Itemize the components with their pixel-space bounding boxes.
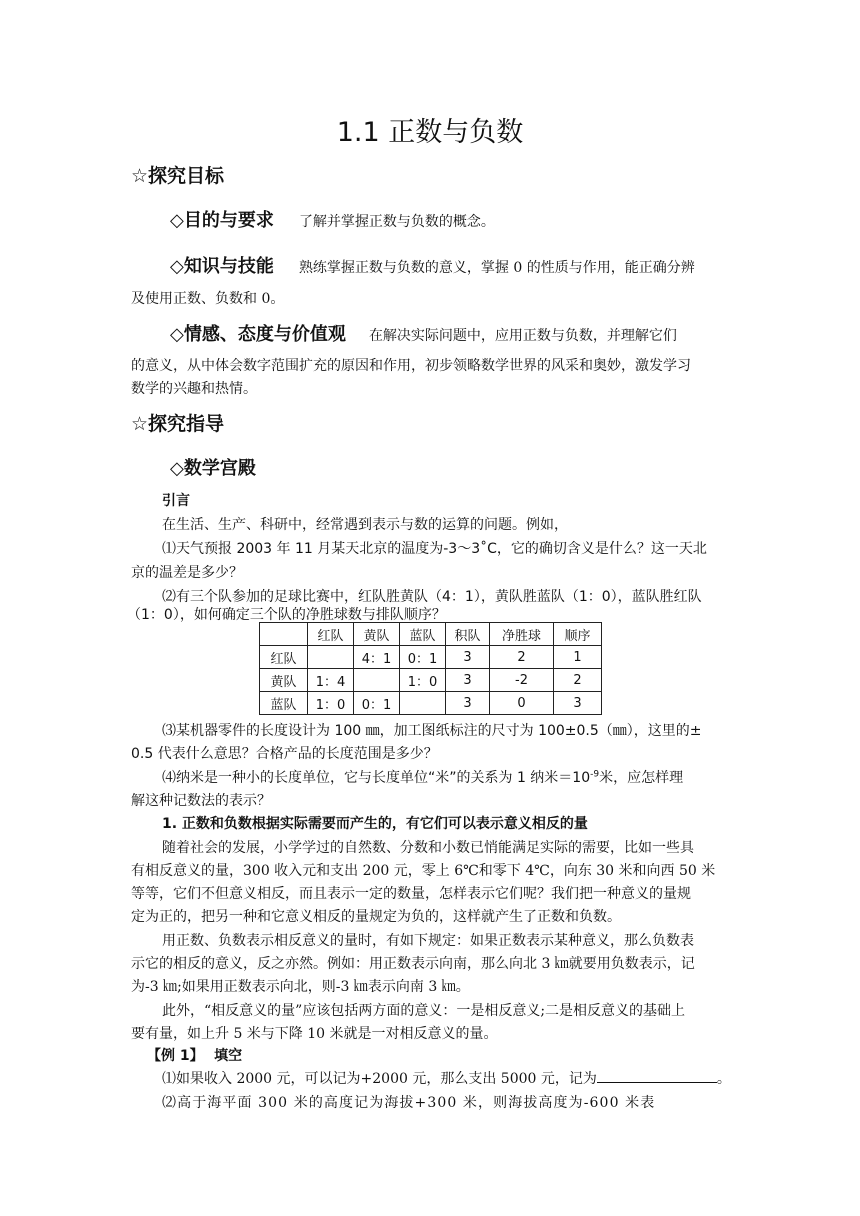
example-label: 【例 1】 [147,1048,204,1064]
skill-text-1: 熟练掌握正数与负数的意义，掌握 0 的性质与作用，能正确分辨 [298,260,695,276]
paragraph-2-line-1: 用正数、负数表示相反意义的量时，有如下规定：如果正数表示某种意义，那么负数表 [162,933,694,949]
attitude-text-2: 的意义，从中体会数字范围扩充的原因和作用，初步领略数学世界的风采和奥妙，激发学习 [131,358,691,374]
table-cell: 1：4 [308,669,354,692]
table-header-cell: 积队 [446,623,490,646]
point-1-heading: 1. 正数和负数根据实际需要而产生的，有它们可以表示意义相反的量 [162,816,588,832]
table-header-cell: 净胜球 [490,623,554,646]
attitude-label: ◇情感、态度与价值观 [170,324,346,345]
paragraph-1-line-2: 有相反意义的量，300 收入元和支出 200 元，零上 6℃和零下 4℃，向东 30 米和向西 50 米 [131,863,716,879]
table-cell [400,692,446,715]
paragraph-2-line-3: 为-3 ㎞;如果用正数表示向北，则-3 ㎞表示向南 3 ㎞。 [131,979,470,995]
table-cell: 3 [446,646,490,669]
section-heading-goals: ☆探究目标 [131,165,225,187]
question-4-exponent: -9 [590,769,600,780]
table-header-row [260,623,602,646]
goal-text: 了解并掌握正数与负数的概念。 [298,214,495,230]
table-cell: 2 [490,646,554,669]
skill-text-2: 及使用正数、负数和 0。 [131,291,285,307]
question-4-line-1 [162,767,683,787]
table-cell [308,646,354,669]
table-cell: 红队 [260,646,308,669]
goal-row [170,206,495,232]
example-1-item-1-end: 。 [716,1071,731,1087]
question-4-text-b: 米，应怎样理 [599,770,684,786]
question-2-line-1: ⑵有三个队参加的足球比赛中，红队胜黄队（4：1），黄队胜蓝队（1：0），蓝队胜红队 [162,589,702,605]
paragraph-3-line-2: 要有量，如上升 5 米与下降 10 米就是一对相反意义的量。 [131,1026,498,1042]
example-1-item-2: ⑵高于海平面 300 米的高度记为海拔+300 米，则海拔高度为-600 米表 [162,1095,656,1111]
table-cell: 0：1 [400,646,446,669]
attitude-text-1: 在解决实际问题中，应用正数与负数，并理解它们 [368,328,677,344]
example-1-item-1-text: ⑴如果收入 2000 元，可以记为+2000 元，那么支出 5000 元，记为 [162,1071,597,1087]
question-2-line-2: （1：0），如何确定三个队的净胜球数与排队顺序？ [127,607,446,623]
paragraph-1-line-4: 定为正的，把另一种和它意义相反的量规定为负的，这样就产生了正数和负数。 [131,909,621,925]
paragraph-3-line-1: 此外，“相反意义的量”应该包括两方面的意义：一是相反意义;二是相反意义的基础上 [162,1003,686,1019]
table-cell: 1：0 [308,692,354,715]
table-cell: 蓝队 [260,692,308,715]
example-title: 填空 [214,1048,243,1064]
attitude-text-3: 数学的兴趣和热情。 [131,381,257,397]
goal-label: ◇目的与要求 [170,210,274,231]
table-cell: 1：0 [400,669,446,692]
table-header-cell [260,623,308,646]
answer-blank[interactable] [597,1070,717,1083]
table-cell: 2 [554,669,602,692]
example-1-heading [147,1045,242,1065]
page-title: 1.1 正数与负数 [336,117,524,148]
paragraph-2-line-2: 示它的相反的意义，反之亦然。例如：用正数表示向南，那么向北 3 ㎞就要用负数表示，记 [131,956,695,972]
question-1-line-2: 京的温差是多少？ [131,565,243,581]
question-1-line-1: ⑴天气预报 2003 年 11 月某天北京的温度为-3～3˚C，它的确切含义是什么？这一天北 [162,541,707,557]
table-header-cell: 蓝队 [400,623,446,646]
table-header-cell: 顺序 [554,623,602,646]
attitude-row [170,320,677,346]
table-cell [354,669,400,692]
skill-label: ◇知识与技能 [170,256,274,277]
question-4-line-2: 解这种记数法的表示？ [131,793,271,809]
table-row [260,669,602,692]
skill-row [170,252,695,278]
subsection-heading: ◇数学宫殿 [170,458,256,479]
table-cell: 3 [446,669,490,692]
table-cell: 0 [490,692,554,715]
table-row [260,692,602,715]
intro-label: 引言 [162,493,190,509]
example-1-item-1 [162,1068,731,1088]
table-cell: 3 [554,692,602,715]
table-cell: 1 [554,646,602,669]
table-row [260,646,602,669]
table-cell: -2 [490,669,554,692]
section-heading-guidance: ☆探究指导 [131,413,225,435]
question-3-line-2: 0.5 代表什么意思？合格产品的长度范围是多少？ [131,746,438,762]
table-header-cell: 黄队 [354,623,400,646]
paragraph-1-line-3: 等等，它们不但意义相反，而且表示一定的数量，怎样表示它们呢？我们把一种意义的量规 [131,886,691,902]
table-cell: 黄队 [260,669,308,692]
table-cell: 4：1 [354,646,400,669]
question-4-text-a: ⑷纳米是一种小的长度单位，它与长度单位“米”的关系为 1 纳米＝10 [162,770,591,786]
table-header-cell: 红队 [308,623,354,646]
paragraph-1-line-1: 随着社会的发展，小学学过的自然数、分数和小数已悄能满足实际的需要，比如一些具 [162,840,694,856]
question-3-line-1: ⑶某机器零件的长度设计为 100 ㎜，加工图纸标注的尺寸为 100±0.5（㎜），这里的± [162,723,702,739]
score-table [259,622,602,715]
intro-text: 在生活、生产、科研中，经常遇到表示与数的运算的问题。例如， [162,517,568,533]
table-cell: 3 [446,692,490,715]
table-cell: 0：1 [354,692,400,715]
